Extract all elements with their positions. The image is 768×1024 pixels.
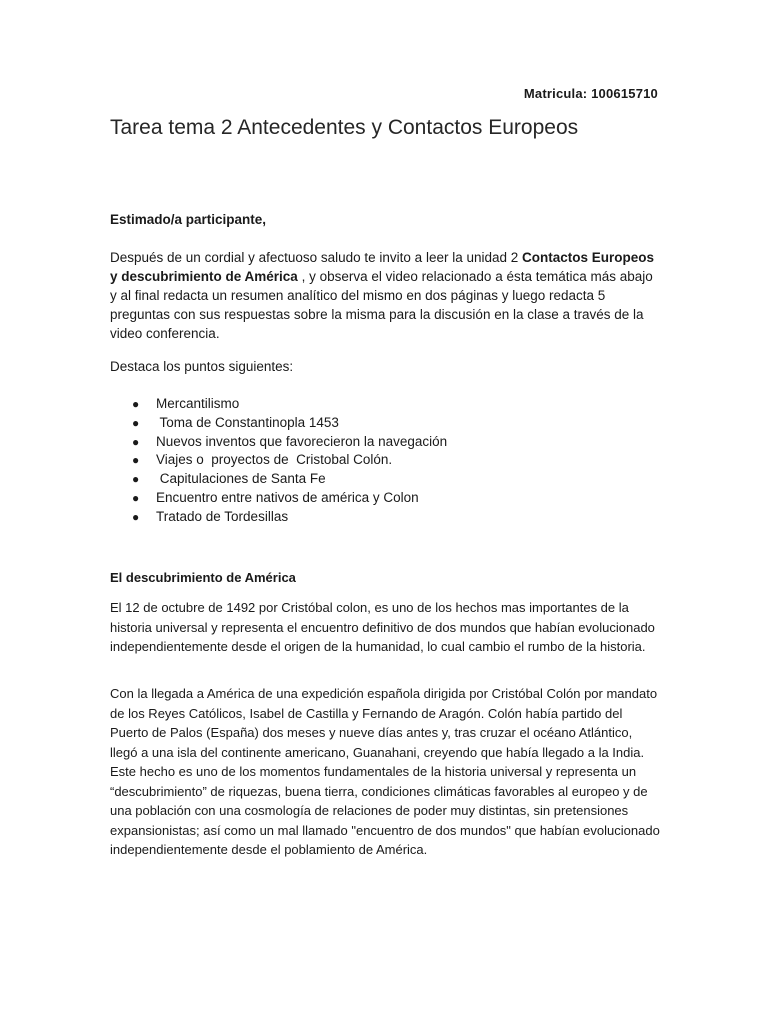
points-list	[132, 395, 447, 527]
bullet-icon: ●	[132, 397, 140, 411]
body-paragraph: Con la llegada a América de una expedición española dirigida por Cristóbal Colón por mandato de los Reyes Católicos, Isabel de Castilla y Fernando de Aragón. Colón había partido del Puerto de Palos (España) dos meses y nueve días antes y, tras cruzar el océano Atlántico, llegó a una isla del continente americano, Guanahani, creyendo que había llegado a la India. Este hecho es uno de los momentos fundamentales de la historia universal y representa un “descubrimiento” de riquezas, buena tierra, condiciones climáticas favorables al europeo y de una población con una cosmología de relaciones de poder muy distintas, sin pretensiones expansionistas; así como un mal llamado "encuentro de dos mundos" que habían evolucionado independientemente desde el poblamiento de América.	[110, 686, 660, 857]
body-paragraph: El 12 de octubre de 1492 por Cristóbal colon, es uno de los hechos mas importantes de la historia universal y representa el encuentro definitivo de dos mundos que habían evolucionado independientemente desde el origen de la humanidad, lo cual cambio el rumbo de la historia.	[110, 600, 655, 654]
list-item	[132, 508, 447, 527]
list-item-text: Toma de Constantinopla 1453	[156, 414, 339, 430]
document-title: Tarea tema 2 Antecedentes y Contactos Europeos	[110, 116, 579, 139]
matricula-label: Matricula: 100615710	[523, 86, 658, 101]
list-item	[132, 414, 447, 433]
greeting: Estimado/a participante,	[110, 212, 267, 227]
list-item-text: Nuevos inventos que favorecieron la navegación	[156, 433, 448, 449]
intro-text-end: , y observa el video relacionado a ésta temática más abajo y al final redacta un resumen analítico del mismo en dos páginas y luego redacta 5 preguntas con sus respuestas sobre la misma para la discusión en la clase a través de la video conferencia.	[110, 269, 653, 341]
bullet-icon: ●	[132, 490, 140, 505]
bullet-icon: ●	[132, 453, 140, 468]
intro-text-start: Después de un cordial y afectuoso saludo te invito a leer la unidad 2	[110, 250, 523, 265]
list-item	[132, 451, 447, 470]
list-item-text: Capitulaciones de Santa Fe	[156, 471, 326, 487]
list-item-text: Viajes o proyectos de Cristobal Colón.	[156, 452, 393, 468]
points-heading: Destaca los puntos siguientes:	[110, 359, 294, 374]
bullet-icon: ●	[132, 415, 140, 430]
bullet-icon: ●	[132, 434, 140, 449]
list-item-text: Tratado de Tordesillas	[156, 508, 289, 524]
bullet-icon: ●	[132, 509, 140, 524]
list-item	[132, 470, 447, 489]
intro-paragraph	[110, 248, 660, 343]
list-item-text: Encuentro entre nativos de américa y Colon	[156, 489, 419, 505]
bullet-icon: ●	[132, 472, 140, 487]
list-item	[132, 395, 447, 414]
section-title: El descubrimiento de América	[110, 570, 296, 585]
list-item	[132, 489, 447, 508]
list-item-text: Mercantilismo	[156, 396, 240, 411]
intro-bold-text: Contactos Europeos y descubrimiento de América	[110, 250, 655, 284]
list-item	[132, 433, 447, 452]
